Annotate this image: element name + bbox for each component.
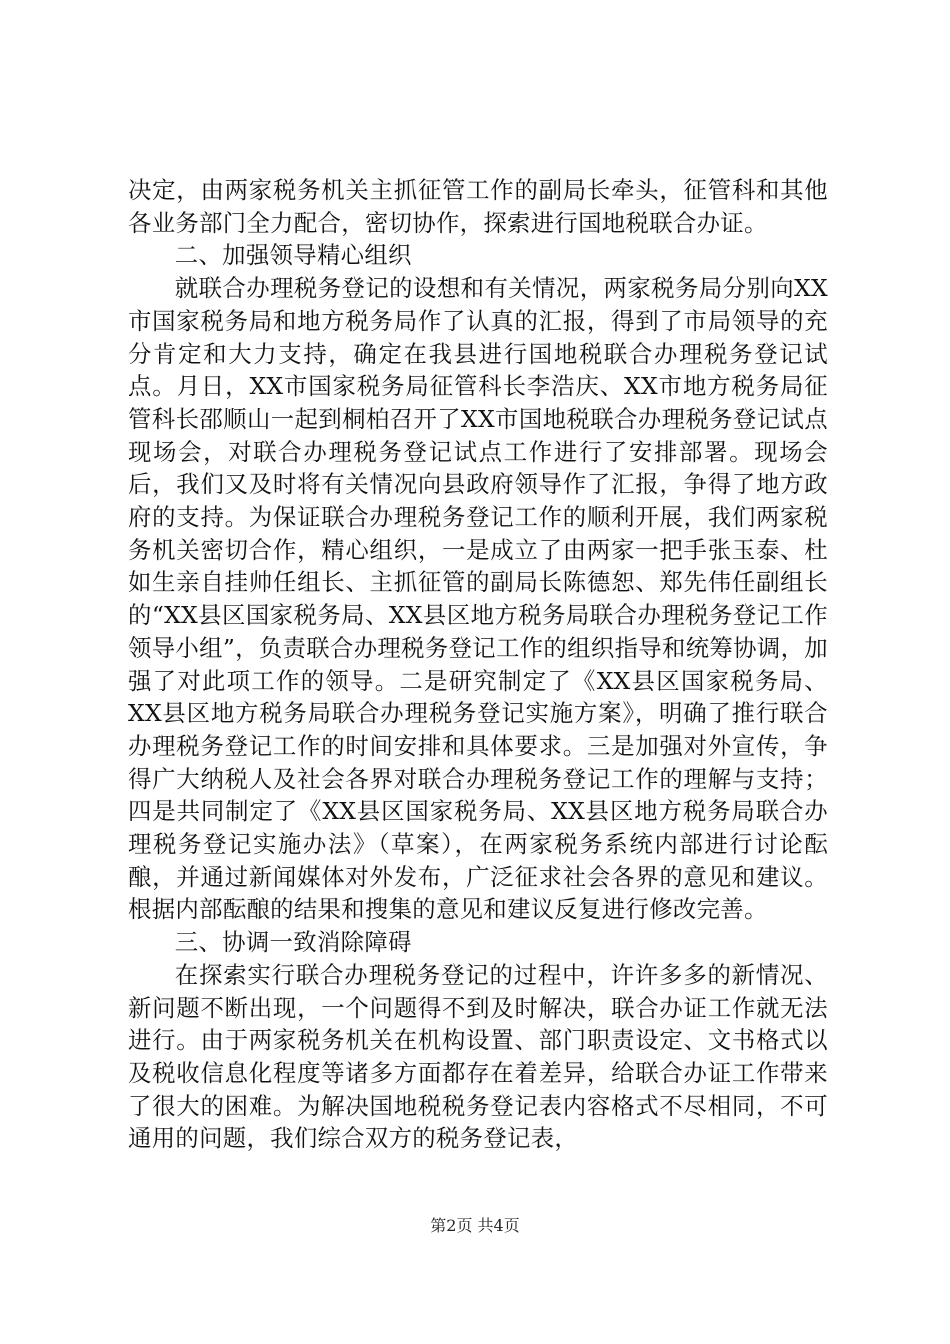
section-heading-3: 三、协调一致消除障碍 — [174, 928, 412, 957]
section-heading-2: 二、加强领导精心组织 — [174, 241, 412, 270]
paragraph-coordination: 在探索实行联合办理税务登记的过程中，许许多多的新情况、新问题不断出现，一个问题得不到及时解决，联合办证工作就无法进行。由于两家税务机关在机构设置、部门职责设定、文书格式以及税收信息化程度等诸多方面都存在着差异，给联合办证工作带来了很大的困难。为解决国地税税务登记表内容格式不尽相同，不可通用的问题，我们综合双方的税务登记表， — [128, 960, 828, 1153]
paragraph-leadership: 就联合办理税务登记的设想和有关情况，两家税务局分别向XX市国家税务局和地方税务局作了认真的汇报，得到了市局领导的充分肯定和大力支持，确定在我县进行国地税联合办理税务登记试点。月日，XX市国家税务局征管科长李浩庆、XX市地方税务局征管科长邵顺山一起到桐柏召开了XX市国地税联合办理税务登记试点现场会，对联合办理税务登记试点工作进行了安排部署。现场会后，我们又及时将有关情况向县政府领导作了汇报，争得了地方政府的支持。为保证联合办理税务登记工作的顺利开展，我们两家税务机关密切合作，精心组织，一是成立了由两家一把手张玉泰、杜如生亲自挂帅任组长、主抓征管的副局长陈德恕、郑先伟任副组长的“XX县区国家税务局、XX县区地方税务局联合办理税务登记工作领导小组”，负责联合办理税务登记工作的组织指导和统筹协调，加强了对此项工作的领导。二是研究制定了《XX县区国家税务局、XX县区地方税务局联合办理税务登记实施方案》，明确了推行联合办理税务登记工作的时间安排和具体要求。三是加强对外宣传，争得广大纳税人及社会各界对联合办理税务登记工作的理解与支持；四是共同制定了《XX县区国家税务局、XX县区地方税务局联合办理税务登记实施办法》（草案），在两家税务系统内部进行讨论酝酿，并通过新闻媒体对外发布，广泛征求社会各界的意见和建议。根据内部酝酿的结果和搜集的意见和建议反复进行修改完善。 — [128, 274, 828, 924]
paragraph-continuation: 决定，由两家税务机关主抓征管工作的副局长牵头，征管科和其他各业务部门全力配合，密切协作，探索进行国地税联合办证。 — [128, 176, 828, 237]
page-number-footer: 第2页 共4页 — [430, 1216, 520, 1235]
document-body — [128, 174, 828, 1155]
